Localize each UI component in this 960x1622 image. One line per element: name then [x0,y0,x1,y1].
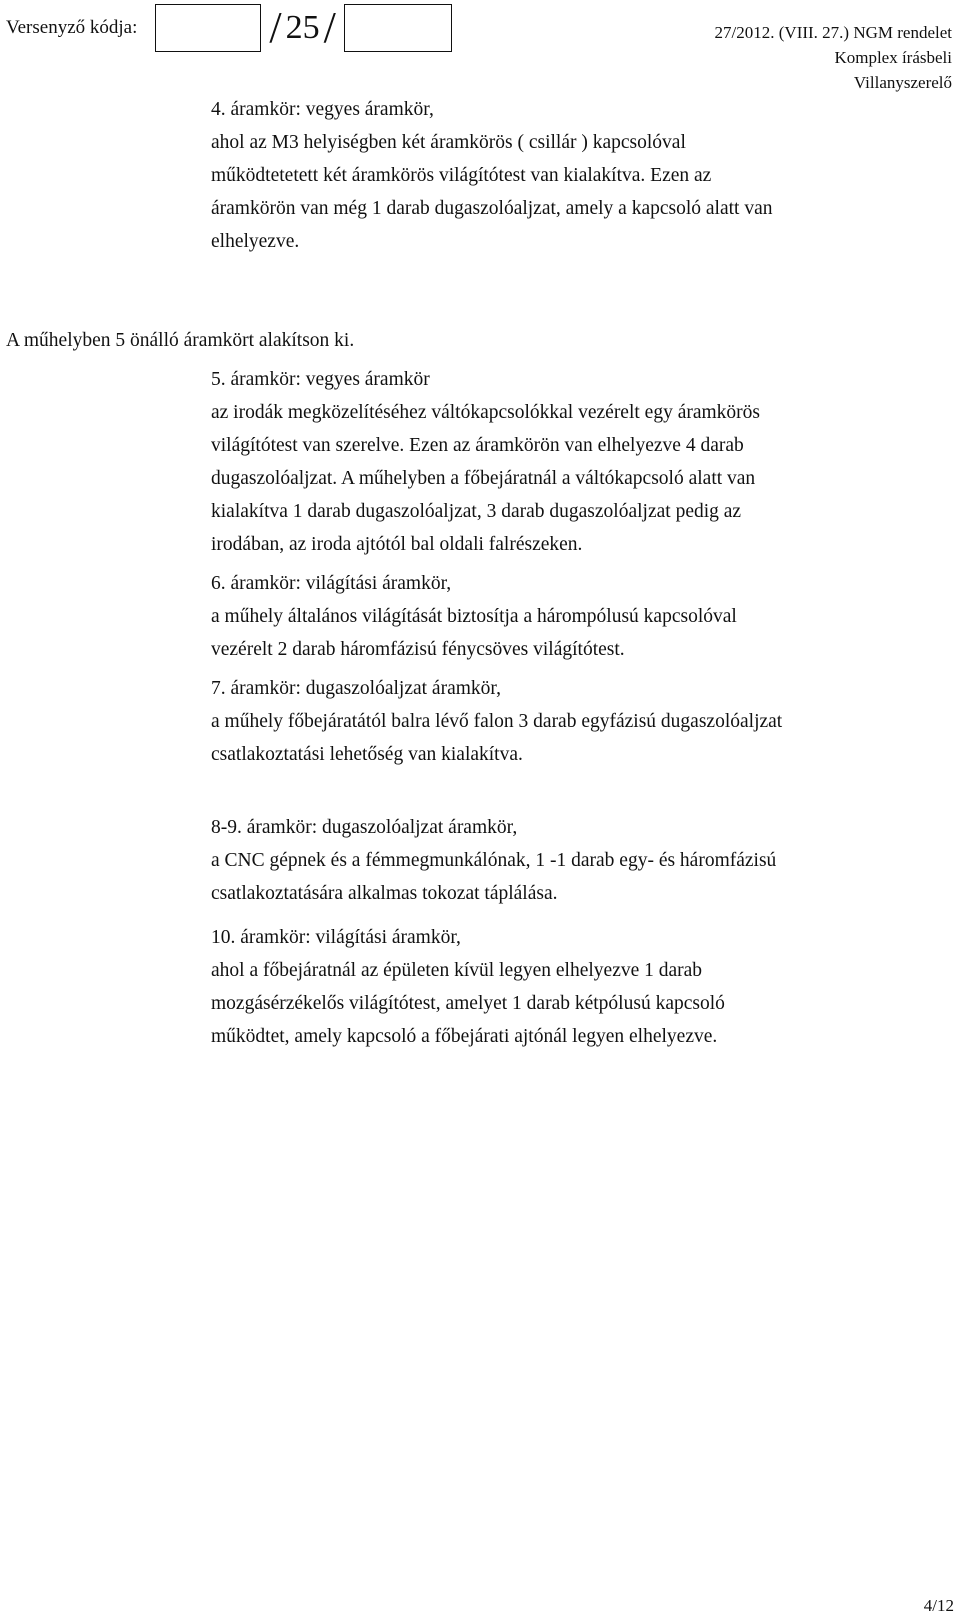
circuit-7-section [6,672,946,771]
exam-type: Komplex írásbeli [834,48,952,67]
circuit-8-9-section [6,811,946,910]
slash-glyph-left: / [269,3,282,52]
text-line: működtetetett két áramkörös világítótest van kialakítva. Ezen az [211,165,712,186]
document-body [6,93,946,1053]
profession-name: Villanyszerelő [853,73,952,92]
text-line: 6. áramkör: világítási áramkör, [211,573,452,594]
text-line: csatlakoztatására alkalmas tokozat táplálása. [211,883,558,904]
circuit-4-section [6,93,946,258]
regulation-reference: 27/2012. (VIII. 27.) NGM rendelet [714,23,952,42]
text-line: 4. áramkör: vegyes áramkör, [211,99,434,120]
text-line: a műhely általános világítását biztosítja a hárompólusú kapcsolóval [211,606,737,627]
text-line: mozgásérzékelős világítótest, amelyet 1 darab kétpólusú kapcsoló [211,993,725,1014]
page-number: 4/12 [923,1596,954,1615]
workshop-intro [6,324,946,357]
contestant-code-label: Versenyző kódja: [6,17,138,38]
circuit-5-section [6,363,946,561]
text-line: 10. áramkör: világítási áramkör, [211,927,461,948]
text-line: az irodák megközelítéséhez váltókapcsolókkal vezérelt egy áramkörös [211,402,761,423]
text-line: irodában, az iroda ajtótól bal oldali falrészeken. [211,534,583,555]
text-line: ahol az M3 helyiségben két áramkörös ( csillár ) kapcsolóval [211,132,686,153]
contestant-code-header [6,0,452,56]
text-line: a CNC gépnek és a fémmegmunkálónak, 1 -1 darab egy- és háromfázisú [211,850,777,871]
text-line: áramkörön van még 1 darab dugaszolóaljzat, amely a kapcsoló alatt van [211,198,773,219]
text-line: működtet, amely kapcsoló a főbejárati ajtónál legyen elhelyezve. [211,1026,718,1047]
text-line: csatlakoztatási lehetőség van kialakítva. [211,744,523,765]
text-line: kialakítva 1 darab dugaszolóaljzat, 3 darab dugaszolóaljzat pedig az [211,501,742,522]
contestant-code-box-left [155,4,261,52]
text-line: A műhelyben 5 önálló áramkört alakítson ki. [6,330,355,351]
document-header-info [715,20,952,95]
text-line: 7. áramkör: dugaszolóaljzat áramkör, [211,678,501,699]
contestant-code-box-right [344,4,452,52]
text-line: világítótest van szerelve. Ezen az áramkörön van elhelyezve 4 darab [211,435,744,456]
text-line: a műhely főbejáratától balra lévő falon 3 darab egyfázisú dugaszolóaljzat [211,711,783,732]
circuit-6-section [6,567,946,666]
text-line: dugaszolóaljzat. A műhelyben a főbejáratnál a váltókapcsoló alatt van [211,468,756,489]
code-number-group [267,3,337,52]
text-line: vezérelt 2 darab háromfázisú fénycsöves világítótest. [211,639,625,660]
text-line: ahol a főbejáratnál az épületen kívül legyen elhelyezve 1 darab [211,960,703,981]
text-line: 5. áramkör: vegyes áramkör [211,369,430,390]
contestant-code-number: 25 [285,9,320,46]
text-line: 8-9. áramkör: dugaszolóaljzat áramkör, [211,817,518,838]
slash-glyph-right: / [323,3,336,52]
circuit-10-section [6,921,946,1053]
text-line: elhelyezve. [211,231,300,252]
